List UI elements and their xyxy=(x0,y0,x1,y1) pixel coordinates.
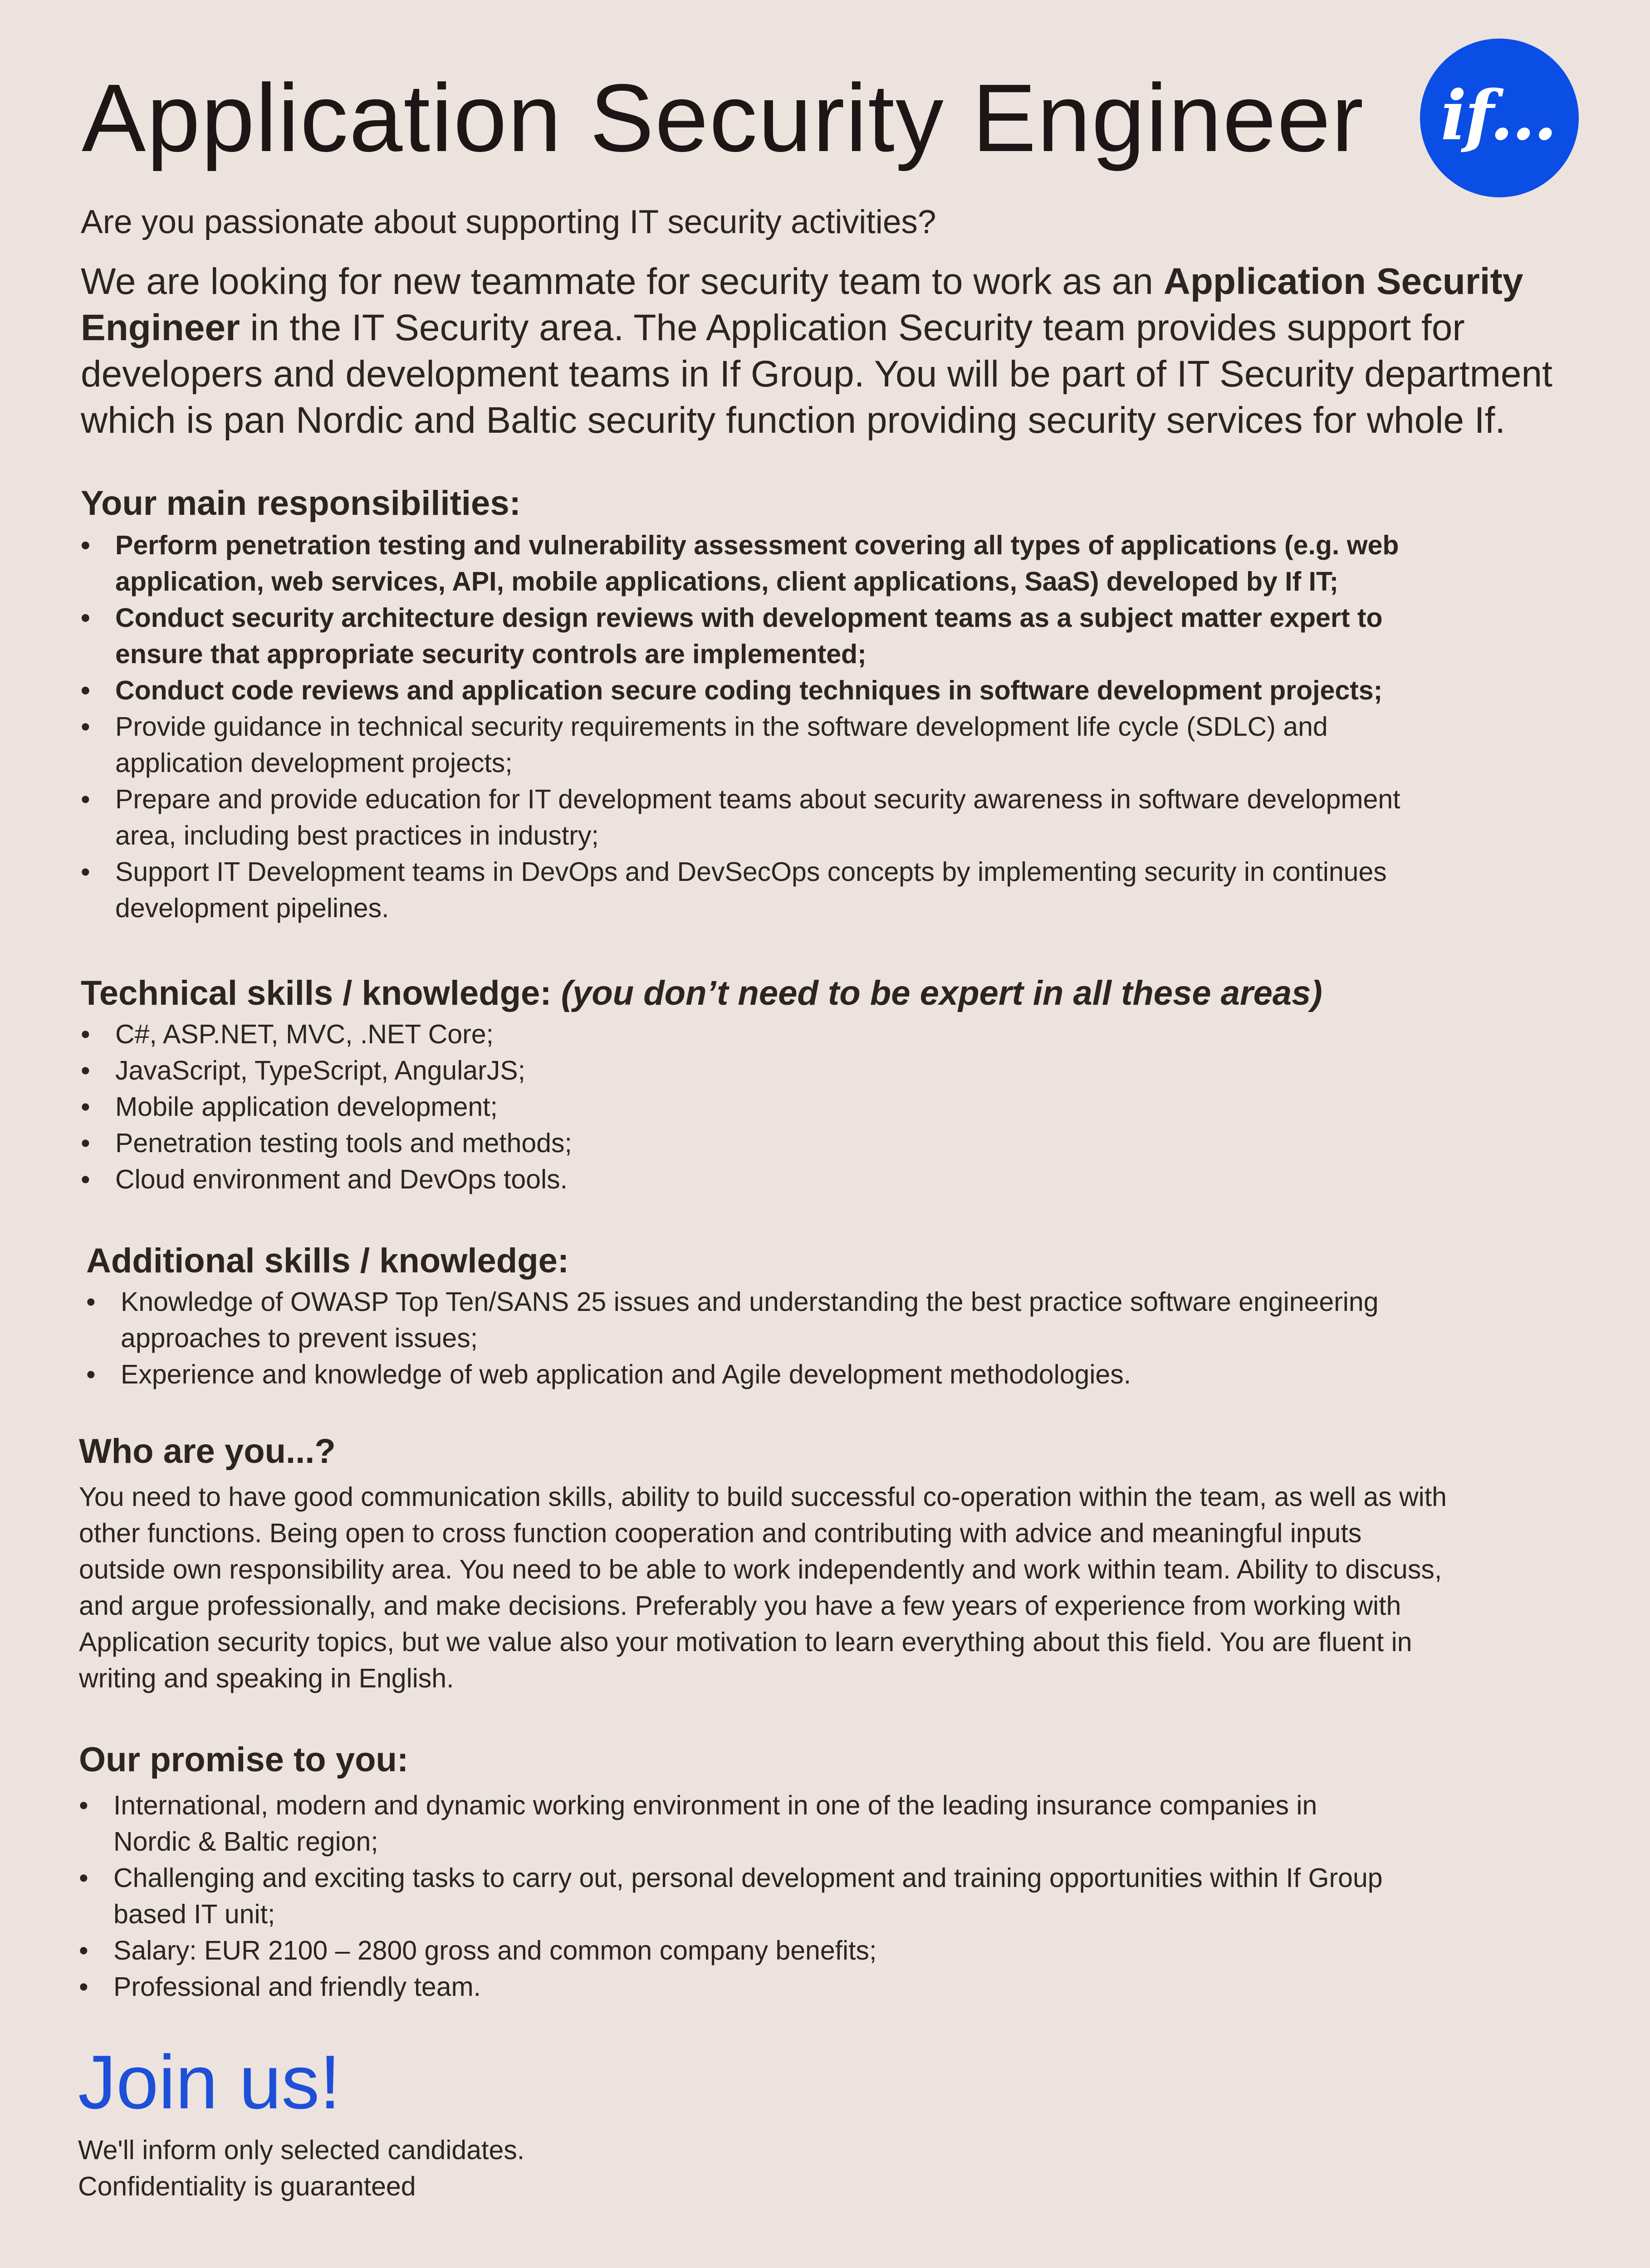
list-item-line: • Mobile application development; xyxy=(115,1092,498,1122)
list-item xyxy=(86,1356,1650,1393)
list-item xyxy=(81,600,1650,672)
list-item xyxy=(86,1284,1650,1356)
responsibilities-list-secondary xyxy=(81,709,1650,926)
if-logo xyxy=(1420,39,1579,197)
intro-question: Are you passionate about supporting IT security activities? xyxy=(81,204,936,240)
promise-heading: Our promise to you: xyxy=(79,1740,409,1779)
join-us-heading: Join us! xyxy=(78,2039,341,2125)
list-item-line: • Challenging and exciting tasks to carry out, personal development and training opportunities within If Group xyxy=(113,1863,1383,1893)
footer-note xyxy=(78,2132,524,2204)
intro-line-3: developers and development teams in If Group. You will be part of IT Security department xyxy=(81,353,1552,395)
intro-line-4: which is pan Nordic and Baltic security function providing security services for whole If. xyxy=(81,400,1506,441)
additional-skills-section xyxy=(86,1238,1650,1393)
list-item xyxy=(81,1052,1650,1089)
list-item xyxy=(81,1089,1650,1125)
technical-heading-note: (you don’t need to be expert in all these areas) xyxy=(561,974,1322,1012)
intro-role-emphasis: Engineer xyxy=(81,307,240,348)
list-item xyxy=(81,854,1650,926)
promise-section xyxy=(79,1737,1650,2005)
list-item-line: ensure that appropriate security controls are implemented; xyxy=(115,639,867,669)
list-item-line: based IT unit; xyxy=(113,1899,275,1929)
additional-skills-heading: Additional skills / knowledge: xyxy=(86,1242,569,1280)
list-item xyxy=(81,527,1650,600)
paragraph-line: other functions. Being open to cross function cooperation and contributing with advice and meaningful inputs xyxy=(79,1518,1362,1548)
who-are-you-heading: Who are you...? xyxy=(79,1432,336,1471)
list-item-line: • Perform penetration testing and vulnerability assessment covering all types of applications (e.g. web xyxy=(115,530,1399,560)
list-item-line: • Penetration testing tools and methods; xyxy=(115,1128,572,1158)
technical-heading-text: Technical skills / knowledge: xyxy=(81,974,561,1012)
list-item-line: • Salary: EUR 2100 – 2800 gross and common company benefits; xyxy=(113,1936,877,1965)
list-item-line: • Conduct code reviews and application secure coding techniques in software development projects; xyxy=(115,675,1383,705)
promise-list xyxy=(79,1787,1650,2005)
list-item-line: • Prepare and provide education for IT development teams about security awareness in software development xyxy=(115,784,1400,814)
intro-text: in the IT Security area. The Application Security team provides support for xyxy=(240,307,1465,348)
list-item xyxy=(81,1016,1650,1052)
paragraph-line: and argue professionally, and make decisions. Preferably you have a few years of experience from working with xyxy=(79,1591,1401,1621)
list-item-line: • Professional and friendly team. xyxy=(113,1972,481,2002)
list-item-line: Nordic & Baltic region; xyxy=(113,1827,378,1857)
who-are-you-paragraph xyxy=(79,1479,1650,1696)
intro-line-2 xyxy=(81,305,1650,351)
list-item xyxy=(81,781,1650,854)
list-item-line: application development projects; xyxy=(115,748,513,778)
logo-text: if... xyxy=(1440,76,1556,156)
list-item xyxy=(81,709,1650,781)
list-item-line: area, including best practices in industry; xyxy=(115,821,599,850)
list-item xyxy=(79,1787,1650,1860)
paragraph-line: Application security topics, but we value also your motivation to learn everything about this field. You are fluent in xyxy=(79,1627,1412,1657)
who-are-you-section xyxy=(79,1429,1650,1696)
list-item xyxy=(81,672,1650,709)
footer-line: We'll inform only selected candidates. xyxy=(78,2135,525,2165)
technical-skills-heading xyxy=(81,971,1650,1016)
technical-skills-list xyxy=(81,1016,1650,1198)
list-item xyxy=(79,1860,1650,1932)
list-item-line: • JavaScript, TypeScript, AngularJS; xyxy=(115,1056,526,1085)
list-item-line: • C#, ASP.NET, MVC, .NET Core; xyxy=(115,1019,494,1049)
list-item-line: • Provide guidance in technical security requirements in the software development life cycle (SDLC) and xyxy=(115,712,1328,742)
responsibilities-heading: Your main responsibilities: xyxy=(81,484,521,523)
list-item-line: approaches to prevent issues; xyxy=(121,1323,478,1353)
technical-skills-section xyxy=(81,971,1650,1198)
list-item xyxy=(79,1932,1650,1969)
list-item xyxy=(81,1161,1650,1198)
intro-text: We are looking for new teammate for security team to work as an xyxy=(81,261,1164,302)
paragraph-line: writing and speaking in English. xyxy=(79,1663,454,1693)
intro-line-1 xyxy=(81,259,1650,305)
paragraph-line: outside own responsibility area. You need to be able to work independently and work within team. Ability to discuss, xyxy=(79,1554,1442,1584)
list-item xyxy=(81,1125,1650,1161)
page-title: Application Security Engineer xyxy=(82,64,1365,171)
list-item-line: development pipelines. xyxy=(115,893,389,923)
list-item-line: • Cloud environment and DevOps tools. xyxy=(115,1164,568,1194)
responsibilities-list-primary xyxy=(81,527,1650,709)
list-item xyxy=(79,1969,1650,2005)
paragraph-line: You need to have good communication skills, ability to build successful co-operation within the team, as well as with xyxy=(79,1482,1447,1512)
additional-skills-list xyxy=(86,1284,1650,1393)
list-item-line: • Conduct security architecture design reviews with development teams as a subject matter expert to xyxy=(115,603,1383,633)
intro-paragraph xyxy=(81,259,1650,444)
footer-line: Confidentiality is guaranteed xyxy=(78,2171,416,2201)
intro-question-section xyxy=(81,200,1650,245)
list-item-line: • International, modern and dynamic working environment in one of the leading insurance companies in xyxy=(113,1790,1317,1820)
responsibilities-section xyxy=(81,481,1650,926)
intro-role-emphasis: Application Security xyxy=(1163,261,1523,302)
list-item-line: application, web services, API, mobile applications, client applications, SaaS) developed by If IT; xyxy=(115,567,1339,596)
list-item-line: • Knowledge of OWASP Top Ten/SANS 25 issues and understanding the best practice software engineering xyxy=(121,1287,1379,1317)
list-item-line: • Experience and knowledge of web application and Agile development methodologies. xyxy=(121,1359,1131,1389)
list-item-line: • Support IT Development teams in DevOps and DevSecOps concepts by implementing security in continues xyxy=(115,857,1387,887)
